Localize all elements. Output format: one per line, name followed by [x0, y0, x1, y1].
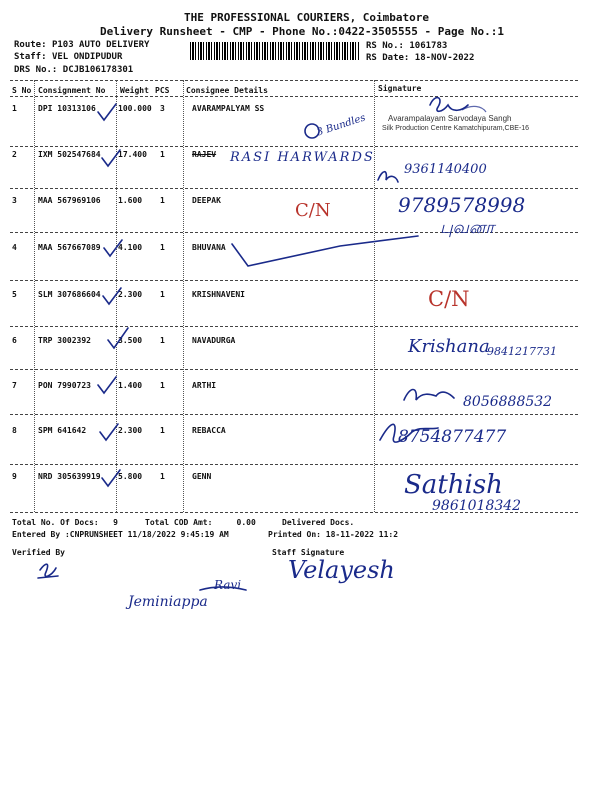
row-consignment: IXM 502547684 [38, 150, 101, 159]
staff-label: Staff: [14, 52, 47, 62]
row-consignee: KRISHNAVENI [192, 290, 245, 299]
tick-mark [103, 288, 121, 304]
stamp-line2: Silk Production Centre Kamatchipuram,CBE-16 [382, 125, 530, 132]
stamp-line1: Avarampalayam Sarvodaya Sangh [388, 114, 512, 123]
hw-phone-row7: 8056888532 [463, 394, 553, 410]
row-weight: 5.800 [118, 472, 143, 481]
circled-count [305, 124, 319, 138]
tick-mark [100, 424, 118, 440]
row-consignment: SLM 307686604 [38, 290, 101, 299]
hw-phone-row9: 9861018342 [432, 498, 522, 514]
row-sno: 9 [12, 472, 17, 481]
hw-verifier-initial: Ravi [214, 578, 242, 592]
row-sno: 1 [12, 104, 17, 113]
row-pcs: 1 [160, 243, 165, 252]
total-docs-label: Total No. Of Docs: [12, 518, 99, 527]
hw-cn-row5: C/N [428, 287, 470, 311]
row-weight: 2.300 [118, 426, 143, 435]
hw-bundles-note: 3 Bundles [315, 112, 367, 139]
hw-staff-signature: Velayesh [288, 556, 395, 584]
runsheet-subtitle: Delivery Runsheet - CMP - Phone No.:0422-3505555 - Page No.:1 [100, 25, 504, 38]
signature-scribble [404, 390, 454, 401]
row-sno: 4 [12, 243, 17, 252]
col-header-consignee: Consignee Details [186, 86, 268, 95]
row-pcs: 1 [160, 472, 165, 481]
route-value: P103 AUTO DELIVERY [51, 40, 150, 50]
row-pcs: 1 [160, 150, 165, 159]
printed-on: Printed On: 18-11-2022 11:2 [268, 530, 399, 539]
row-sno: 2 [12, 150, 17, 159]
row-weight: 2.300 [118, 290, 143, 299]
entered-by: Entered By :CNPRUNSHEET 11/18/2022 9:45:19 AM [12, 530, 229, 539]
rs-no-value: 1061783 [409, 41, 448, 51]
col-header-signature: Signature [378, 84, 422, 93]
row-pcs: 1 [160, 336, 165, 345]
drs-value: DCJB106178301 [62, 65, 134, 75]
staff-value: VEL ONDIPUDUR [51, 52, 123, 62]
row-sno: 6 [12, 336, 17, 345]
row-consignee: ARTHI [192, 381, 217, 390]
col-header-weight: Weight [120, 86, 149, 95]
rs-no-label: RS No.: [366, 41, 404, 51]
hw-phone-row6: 9841217731 [487, 345, 557, 358]
row-consignment: NRD 305639919 [38, 472, 101, 481]
signature-scribble [232, 236, 418, 266]
signature-scribble [200, 587, 246, 590]
route-label: Route: [14, 40, 47, 50]
rs-date-label: RS Date: [366, 53, 410, 63]
signature-scribble [378, 172, 398, 182]
tick-mark [98, 377, 116, 393]
hw-phone-row8: 8754877477 [398, 427, 507, 447]
row-sno: 5 [12, 290, 17, 299]
row-weight: 4.100 [118, 243, 143, 252]
staff-signature-label: Staff Signature [272, 548, 345, 557]
rs-date-value: 18-NOV-2022 [414, 53, 475, 63]
hw-tamil-name: புவனா [440, 218, 495, 238]
total-docs-value: 9 [113, 518, 118, 527]
row-pcs: 1 [160, 426, 165, 435]
row-sno: 8 [12, 426, 17, 435]
col-header-sno: S No [12, 86, 32, 95]
delivered-docs-label: Delivered Docs. [282, 518, 355, 527]
row-pcs: 3 [160, 104, 165, 113]
hw-krishana: Krishana [408, 336, 490, 357]
row-pcs: 1 [160, 381, 165, 390]
hw-rasi-harwards: RASI HARWARDS [230, 150, 375, 165]
total-cod-value: 0.00 [236, 518, 256, 527]
row-weight: 3.500 [118, 336, 143, 345]
total-cod-label: Total COD Amt: [145, 518, 213, 527]
row-pcs: 1 [160, 196, 165, 205]
row-pcs: 1 [160, 290, 165, 299]
col-header-pcs: PCS [155, 86, 170, 95]
row-consignment: DPI 10313106 [38, 104, 96, 113]
tick-mark [102, 150, 120, 166]
signature-scribble [380, 424, 438, 442]
row-consignment: TRP 3002392 [38, 336, 91, 345]
row-consignee: DEEPAK [192, 196, 221, 205]
tick-mark [104, 240, 122, 256]
row-consignee: BHUVANA [192, 243, 226, 252]
hw-phone-row3: 9789578998 [398, 193, 526, 217]
hw-phone-row2: 9361140400 [404, 162, 487, 177]
hw-verifier-name: Jeminiappa [128, 594, 208, 610]
row-weight: 1.600 [118, 196, 143, 205]
company-title: THE PROFESSIONAL COURIERS, Coimbatore [184, 11, 430, 24]
row-weight: 100.000 [118, 104, 152, 113]
row-weight: 1.400 [118, 381, 143, 390]
tick-mark [102, 470, 120, 486]
row-weight: 17.400 [118, 150, 147, 159]
signature-scribble [38, 564, 58, 578]
drs-label: DRS No.: [14, 65, 58, 75]
row-consignee: AVARAMPALYAM SS [192, 104, 265, 113]
tick-mark [98, 104, 116, 120]
hw-sathish: Sathish [404, 470, 503, 500]
row-consignee: GENN [192, 472, 212, 481]
row-sno: 7 [12, 381, 17, 390]
row-consignment: PON 7990723 [38, 381, 91, 390]
hw-cn-row3: C/N [295, 200, 331, 221]
row-consignment: MAA 567969106 [38, 196, 101, 205]
row-consignee: RAJEV [192, 150, 217, 159]
row-consignment: SPM 641642 [38, 426, 87, 435]
row-sno: 3 [12, 196, 17, 205]
row-consignee: NAVADURGA [192, 336, 236, 345]
tick-mark [108, 328, 128, 348]
row-consignment: MAA 567667089 [38, 243, 101, 252]
verified-by-label: Verified By [12, 548, 65, 557]
col-header-consignment: Consignment No [38, 86, 106, 95]
row-consignee: REBACCA [192, 426, 226, 435]
